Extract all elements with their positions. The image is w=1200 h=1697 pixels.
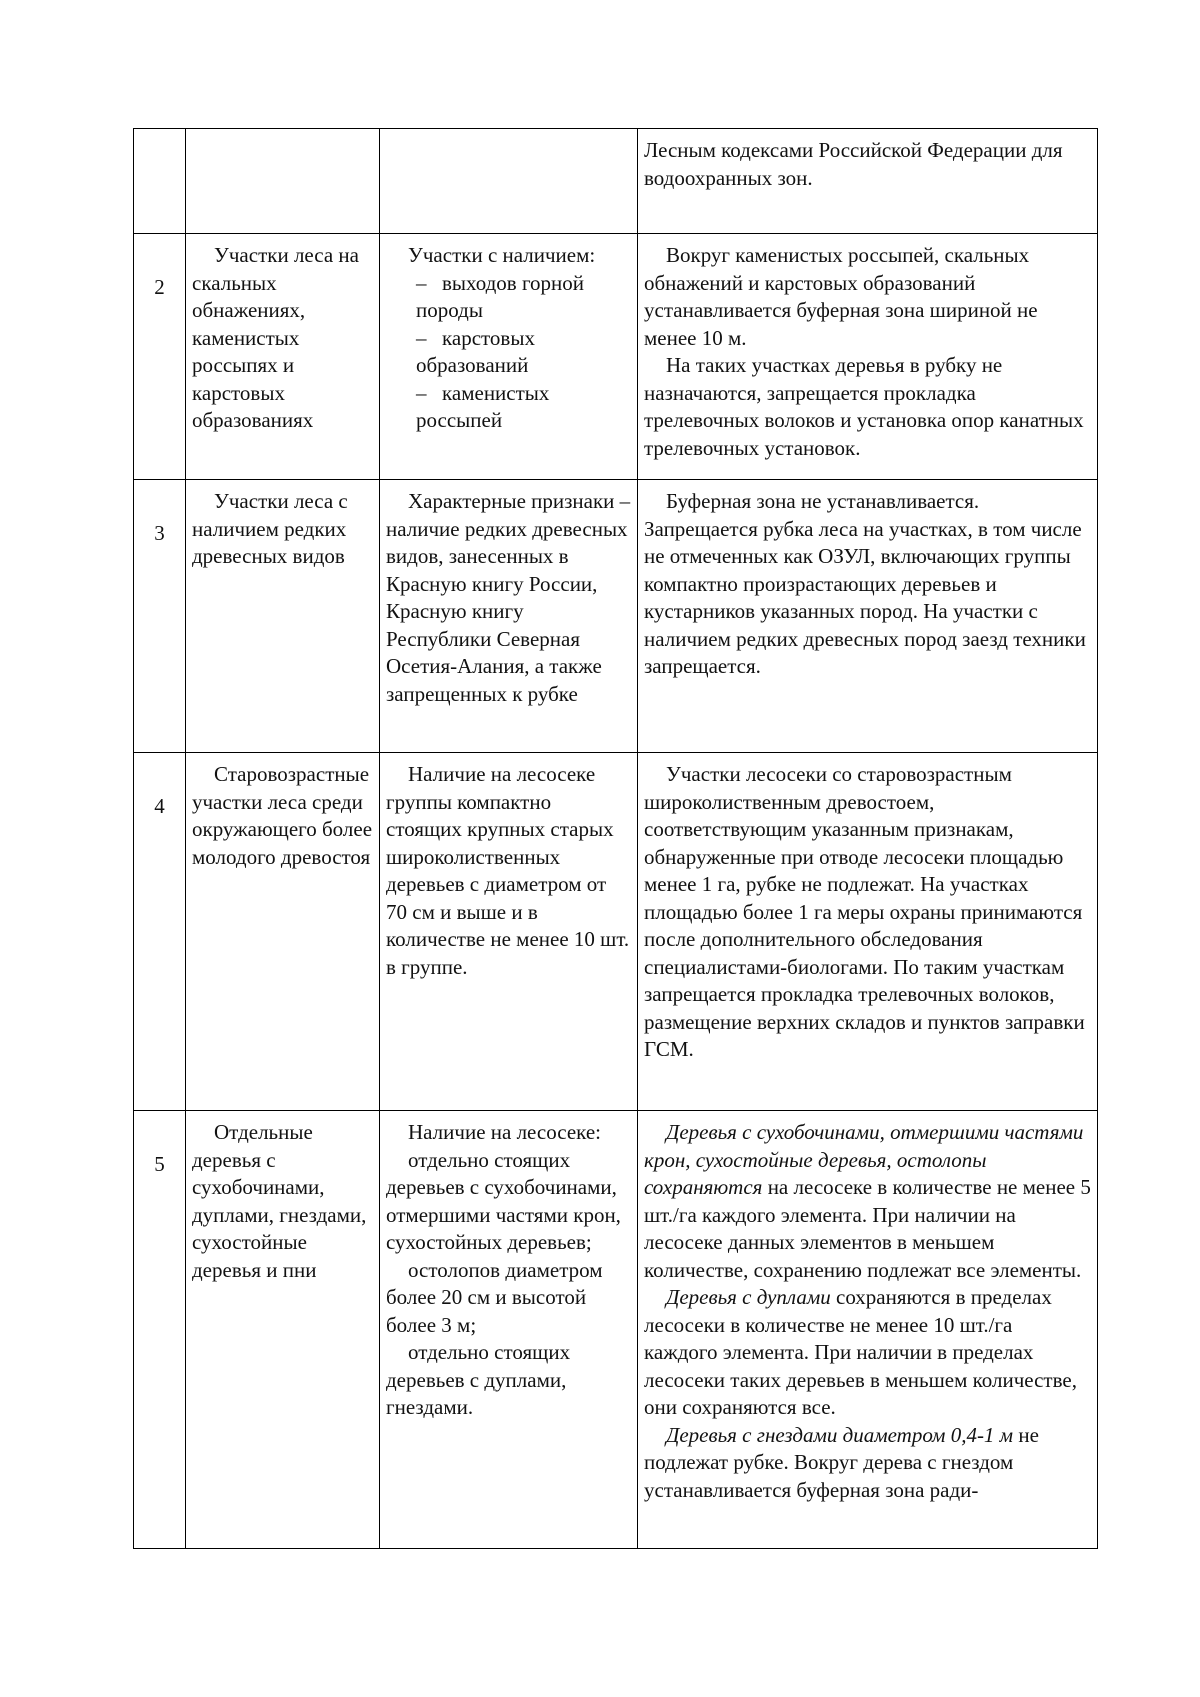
- sign-item: – карстовых образований: [416, 325, 535, 377]
- signs-intro: Участки с наличием:: [408, 243, 596, 267]
- row-number: 2: [154, 275, 165, 299]
- signs-cell: [380, 480, 638, 753]
- sign-item: остолопов диаметром более 20 см и высотой более 3 м;: [386, 1257, 603, 1337]
- row-number: 5: [154, 1152, 165, 1176]
- measures-text: Вокруг каменистых россыпей, скальных обнажений и карстовых образований устанавливается буферная зона шириной не менее 10 м.: [644, 243, 1038, 350]
- site-name: Участки леса на скальных обнажениях, каменистых россыпях и карстовых образованиях: [192, 243, 359, 432]
- measures-emphasis: Деревья с гнездами диаметром 0,4-1 м: [666, 1422, 1014, 1447]
- table-row: [134, 753, 1098, 1111]
- signs-text: Наличие на лесосеке группы компактно стоящих крупных старых широколиственных деревьев с диаметром от 70 см и выше и в количестве не менее 10 шт. в группе.: [386, 762, 630, 979]
- row-number: 3: [154, 521, 165, 545]
- sign-item: отдельно стоящих деревьев с сухобочинами, отмершими частями крон, сухостойных деревьев;: [386, 1147, 621, 1254]
- measures-cell: [638, 480, 1098, 753]
- measures-text: На таких участках деревья в рубку не назначаются, запрещается прокладка трелевочных волоков и установка опор канатных трелевочных установок.: [644, 353, 1084, 460]
- measures-text: Буферная зона не устанавливается. Запрещается рубка леса на участках, в том числе не отмеченных как ОЗУЛ, включающих группы компактно произрастающих деревьев и кустарников указанных пород. На участки с наличием редких древесных пород заезд техники запрещается.: [644, 489, 1086, 678]
- name-cell: [186, 753, 380, 1111]
- name-cell: [186, 480, 380, 753]
- name-cell: [186, 129, 380, 234]
- signs-cell: [380, 129, 638, 234]
- signs-cell: [380, 753, 638, 1111]
- table-row: [134, 129, 1098, 234]
- signs-cell: [380, 1111, 638, 1549]
- protection-table: [133, 128, 1098, 1549]
- row-number-cell: [134, 234, 186, 480]
- signs-text: Характерные признаки – наличие редких древесных видов, занесенных в Красную книгу России, Красную книгу Республики Северная Осетия-Алания, а также запрещенных к рубке: [386, 489, 631, 706]
- measures-cell: [638, 753, 1098, 1111]
- table-row: [134, 480, 1098, 753]
- measures-cell: [638, 234, 1098, 480]
- row-number-cell: [134, 480, 186, 753]
- row-number-cell: [134, 753, 186, 1111]
- table-row: [134, 234, 1098, 480]
- measures-emphasis: Деревья с дуплами: [666, 1285, 831, 1309]
- name-cell: [186, 234, 380, 480]
- site-name: Старовозрастные участки леса среди окружающего более молодого древостоя: [192, 762, 373, 869]
- row-number-cell: [134, 1111, 186, 1549]
- measures-cell: [638, 129, 1098, 234]
- measures-text: Деревья с дуплами сохраняются в пределах лесосеки в количестве не менее 10 шт./га каждого элемента. При наличии в пределах лесосеки таких деревьев в меньшем количестве, они сохраняются все.: [644, 1285, 1077, 1419]
- row-number-cell: [134, 129, 186, 234]
- measures-text: Деревья с гнездами диаметром 0,4-1 м не подлежат рубке. Вокруг дерева с гнездом устанавливается буферная зона ради-: [644, 1422, 1039, 1502]
- signs-cell: [380, 234, 638, 480]
- signs-intro: Наличие на лесосеке:: [408, 1120, 601, 1144]
- table-row: [134, 1111, 1098, 1549]
- measures-cell: [638, 1111, 1098, 1549]
- sign-item: отдельно стоящих деревьев с дуплами, гнездами.: [386, 1340, 571, 1419]
- sign-item: – каменистых россыпей: [416, 380, 550, 432]
- site-name: Отдельные деревья с сухобочинами, дуплами, гнездами, сухостойные деревья и пни: [192, 1120, 367, 1282]
- measures-text: Участки лесосеки со старовозрастным широколиственным древостоем, соответствующим указанным признакам, обнаруженные при отводе лесосеки площадью менее 1 га, рубке не подлежат. На участках площадью более 1 га меры охраны принимаются после дополнительного обследования специалистами-биологами. По таким участкам запрещается прокладка трелевочных волоков, размещение верхних складов и пунктов заправки ГСМ.: [644, 762, 1085, 1061]
- measures-text: Деревья с сухобочинами, отмершими частями крон, сухостойные деревья, остолопы сохраняются на лесосеке в количестве не менее 5 шт./га каждого элемента. При наличии на лесосеке данных элементов в меньшем количестве, сохранению подлежат все элементы.: [644, 1120, 1091, 1282]
- measures-text: Лесным кодексами Российской Федерации для водоохранных зон.: [644, 138, 1063, 190]
- measures-emphasis: Деревья с сухобочинами, отмершими частями крон, сухостойные деревья, остолопы сохраняются: [644, 1120, 1084, 1199]
- site-name: Участки леса с наличием редких древесных видов: [192, 489, 348, 568]
- row-number: 4: [154, 794, 165, 818]
- sign-item: – выходов горной породы: [416, 270, 585, 322]
- name-cell: [186, 1111, 380, 1549]
